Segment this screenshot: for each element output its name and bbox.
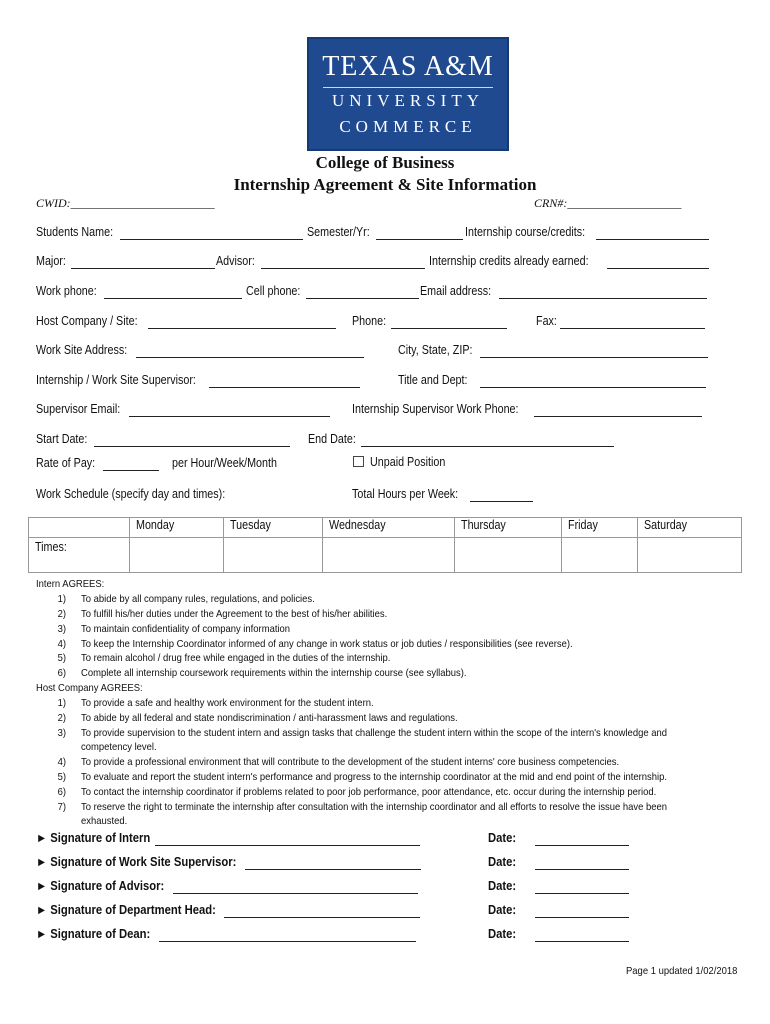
host-company-label: Host Company / Site: [36, 314, 138, 328]
supervisor-phone-label: Internship Supervisor Work Phone: [352, 402, 519, 416]
day-wednesday: Wednesday [322, 518, 454, 538]
total-hours-input[interactable] [470, 501, 533, 502]
times-wednesday[interactable] [322, 538, 454, 573]
intern-item: To remain alcohol / drug free while engaged in the duties of the internship. [81, 652, 391, 664]
title-dept-label: Title and Dept: [398, 373, 468, 387]
start-date-input[interactable] [94, 446, 290, 447]
schedule-times-row [29, 538, 742, 573]
host-agrees-heading: Host Company AGREES: [36, 682, 143, 694]
intern-date-label: Date: [488, 831, 517, 845]
day-friday: Friday [562, 518, 638, 538]
supervisor-signature-label: ► Signature of Work Site Supervisor: [36, 855, 237, 869]
dean-signature-line[interactable] [159, 941, 416, 942]
day-saturday: Saturday [638, 518, 742, 538]
students-name-input[interactable] [120, 239, 303, 240]
supervisor-label: Internship / Work Site Supervisor: [36, 373, 196, 387]
logo-rule [323, 87, 493, 88]
host-item: To abide by all federal and state nondiscrimination / anti-harassment laws and regulations. [81, 712, 458, 724]
dean-signature-label: ► Signature of Dean: [36, 927, 151, 941]
advisor-label: Advisor: [216, 254, 255, 268]
host-company-input[interactable] [148, 328, 336, 329]
list-number: 6) [57, 667, 66, 679]
page-footer: Page 1 updated 1/02/2018 [626, 965, 738, 977]
work-site-address-input[interactable] [136, 357, 364, 358]
intern-item: To abide by all company rules, regulations, and policies. [81, 593, 315, 605]
logo-line-1: TEXAS A&M [322, 51, 494, 82]
day-monday: Monday [130, 518, 224, 538]
dept-head-date-line[interactable] [535, 917, 629, 918]
intern-item: Complete all internship coursework requirements within the internship course (see syllabus). [81, 667, 467, 679]
intern-item: To keep the Internship Coordinator informed of any change in work status or job duties / responsibilities (see reverse). [81, 638, 573, 650]
fax-input[interactable] [560, 328, 705, 329]
supervisor-signature-line[interactable] [245, 869, 421, 870]
credits-earned-label: Internship credits already earned: [429, 254, 589, 268]
end-date-input[interactable] [361, 446, 614, 447]
list-number: 2) [57, 712, 66, 724]
intern-item: To fulfill his/her duties under the Agreement to the best of his/her abilities. [81, 608, 388, 620]
supervisor-input[interactable] [209, 387, 360, 388]
work-phone-label: Work phone: [36, 284, 97, 298]
cell-phone-label: Cell phone: [246, 284, 301, 298]
college-title: College of Business [315, 153, 455, 172]
cwid-field[interactable]: CWID:________________________ [36, 196, 215, 210]
work-schedule-label: Work Schedule (specify day and times): [36, 487, 226, 501]
host-item: To contact the internship coordinator if problems related to poor job performance, poor attendance, etc. occur during the internship period. [81, 786, 657, 798]
host-item-continued: competency level. [81, 741, 157, 753]
times-saturday[interactable] [638, 538, 742, 573]
total-hours-label: Total Hours per Week: [352, 487, 459, 501]
dept-head-signature-line[interactable] [224, 917, 420, 918]
day-tuesday: Tuesday [223, 518, 322, 538]
list-number: 1) [57, 697, 66, 709]
students-name-label: Students Name: [36, 225, 114, 239]
host-item: To provide supervision to the student intern and assign tasks that challenge the student intern within the scope of the intern's knowledge and [81, 727, 667, 739]
advisor-input[interactable] [261, 268, 425, 269]
per-unit-label: per Hour/Week/Month [172, 456, 277, 470]
list-number: 4) [57, 756, 66, 768]
cell-phone-input[interactable] [306, 298, 419, 299]
city-state-zip-input[interactable] [480, 357, 708, 358]
work-site-address-label: Work Site Address: [36, 343, 128, 357]
dean-date-line[interactable] [535, 941, 629, 942]
supervisor-email-label: Supervisor Email: [36, 402, 121, 416]
advisor-signature-label: ► Signature of Advisor: [36, 879, 165, 893]
times-friday[interactable] [562, 538, 638, 573]
list-number: 5) [57, 771, 66, 783]
city-state-zip-label: City, State, ZIP: [398, 343, 473, 357]
course-credits-label: Internship course/credits: [465, 225, 586, 239]
major-label: Major: [36, 254, 66, 268]
times-label-cell: Times: [29, 538, 130, 573]
schedule-header-row [29, 518, 742, 538]
rate-of-pay-label: Rate of Pay: [36, 456, 96, 470]
host-item: To provide a safe and healthy work environment for the student intern. [81, 697, 374, 709]
intern-item: To maintain confidentiality of company information [81, 623, 291, 635]
host-item: To provide a professional environment that will contribute to the development of the student interns' core business competencies. [81, 756, 620, 768]
start-date-label: Start Date: [36, 432, 88, 446]
credits-earned-input[interactable] [607, 268, 709, 269]
logo-line-2: UNIVERSITY [332, 91, 484, 110]
supervisor-email-input[interactable] [129, 416, 330, 417]
advisor-date-line[interactable] [535, 893, 629, 894]
unpaid-label: Unpaid Position [370, 455, 446, 469]
email-input[interactable] [499, 298, 707, 299]
times-monday[interactable] [130, 538, 224, 573]
list-number: 3) [57, 623, 66, 635]
host-item: To reserve the right to terminate the internship after consultation with the internship coordinator and all efforts to resolve the issue have been [81, 801, 668, 813]
supervisor-phone-input[interactable] [534, 416, 702, 417]
advisor-signature-line[interactable] [173, 893, 418, 894]
form-title: Internship Agreement & Site Information [233, 175, 537, 194]
list-number: 3) [57, 727, 66, 739]
rate-of-pay-input[interactable] [103, 470, 159, 471]
host-item: To evaluate and report the student intern's performance and progress to the internship coordinator at the mid and end point of the internship. [81, 771, 667, 783]
list-number: 1) [57, 593, 66, 605]
logo-line-3: COMMERCE [339, 117, 477, 136]
advisor-date-label: Date: [488, 879, 517, 893]
day-thursday: Thursday [454, 518, 561, 538]
intern-signature-label: ► Signature of Intern [36, 831, 151, 845]
schedule-table [28, 517, 742, 573]
supervisor-date-line[interactable] [535, 869, 629, 870]
fax-label: Fax: [536, 314, 557, 328]
title-dept-input[interactable] [480, 387, 706, 388]
course-credits-input[interactable] [596, 239, 709, 240]
times-thursday[interactable] [454, 538, 561, 573]
major-input[interactable] [71, 268, 215, 269]
times-tuesday[interactable] [223, 538, 322, 573]
unpaid-checkbox[interactable] [353, 456, 364, 467]
list-number: 2) [57, 608, 66, 620]
list-number: 4) [57, 638, 66, 650]
semester-label: Semester/Yr: [307, 225, 370, 239]
intern-date-line[interactable] [535, 845, 629, 846]
phone-input[interactable] [391, 328, 507, 329]
semester-input[interactable] [376, 239, 463, 240]
dept-head-signature-label: ► Signature of Department Head: [36, 903, 216, 917]
email-label: Email address: [420, 284, 492, 298]
crn-field[interactable]: CRN#:___________________ [534, 196, 682, 210]
university-logo [307, 37, 509, 151]
list-number: 6) [57, 786, 66, 798]
host-item-continued: exhausted. [81, 815, 128, 827]
list-number: 5) [57, 652, 66, 664]
work-phone-input[interactable] [104, 298, 242, 299]
intern-agrees-heading: Intern AGREES: [36, 578, 105, 590]
dean-date-label: Date: [488, 927, 517, 941]
phone-label: Phone: [352, 314, 387, 328]
dept-head-date-label: Date: [488, 903, 517, 917]
intern-signature-line[interactable] [155, 845, 420, 846]
schedule-corner-cell [29, 518, 130, 538]
end-date-label: End Date: [308, 432, 356, 446]
supervisor-date-label: Date: [488, 855, 517, 869]
list-number: 7) [57, 801, 66, 813]
